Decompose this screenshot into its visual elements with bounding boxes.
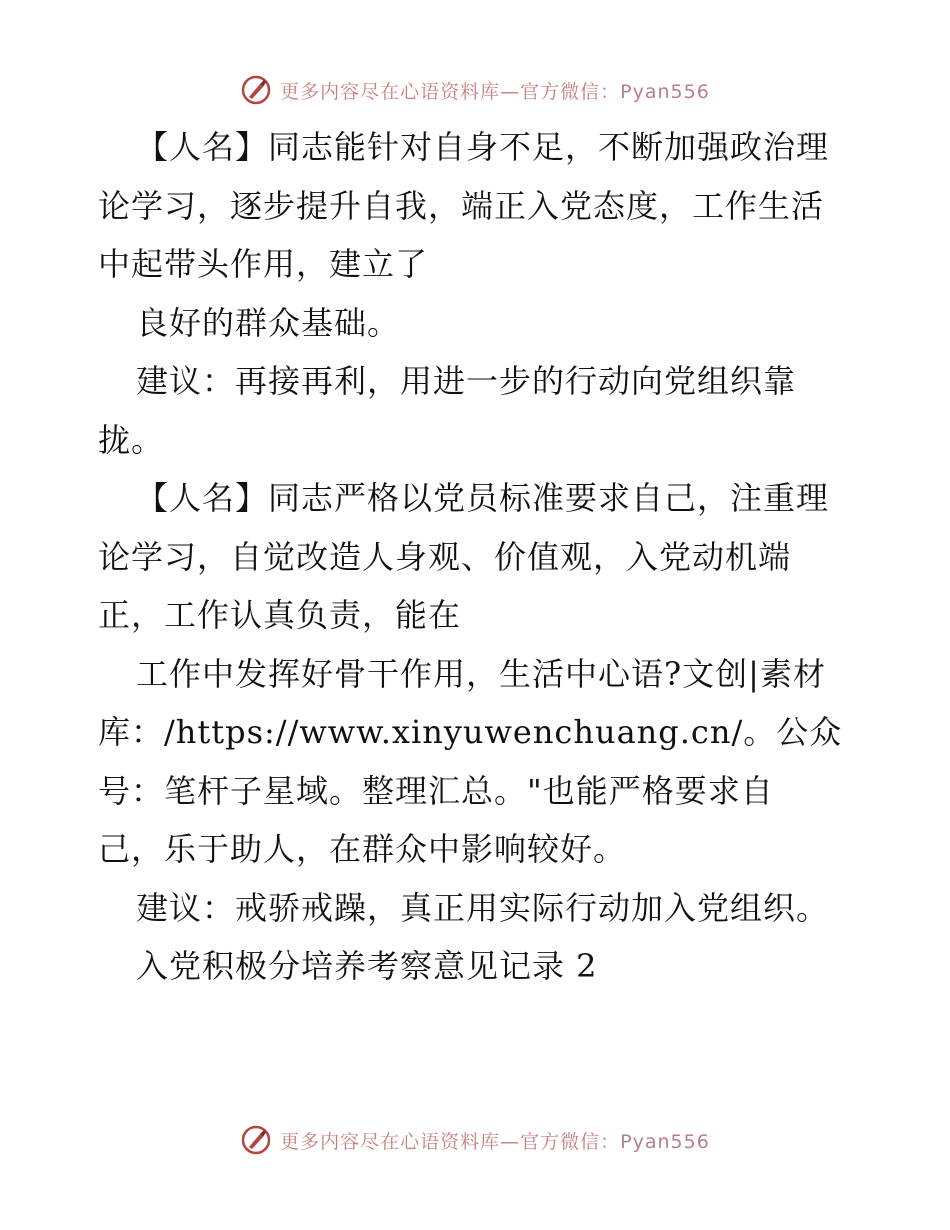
paragraph-line: 建议：再接再利，用进一步的行动向党组织靠: [136, 362, 797, 400]
paragraph-line: 工作中发挥好骨干作用，生活中心语?文创|素材: [136, 654, 826, 693]
header-banner-text: [280, 77, 710, 104]
paragraph-line: 论学习，逐步提升自我，端正入党态度，工作生活: [98, 186, 825, 225]
page-footer-banner: [0, 1122, 950, 1158]
footer-banner-text: [280, 1127, 710, 1154]
pen-logo-icon: [240, 74, 272, 106]
paragraph-line: 号：笔杆子星域。整理汇总。"也能严格要求自: [98, 771, 774, 810]
paragraph-line: 论学习，自觉改造人身观、价值观，入党动机端: [98, 537, 792, 576]
page-header-banner: [0, 72, 950, 108]
paragraph-line: 正，工作认真负责，能在: [98, 596, 462, 634]
paragraph-line: 己，乐于助人，在群众中影响较好。: [98, 830, 627, 868]
paragraph-line: 库：/https://www.xinyuwenchuang.cn/。公众: [98, 713, 843, 751]
footer-banner-label: 更多内容尽在心语资料库—官方微信：: [280, 1130, 621, 1153]
paragraph-line: 入党积极分培养考察意见记录 2: [136, 947, 598, 985]
pen-logo-icon: [240, 1124, 272, 1156]
document-body: [98, 118, 858, 996]
header-banner-label: 更多内容尽在心语资料库—官方微信：: [280, 80, 621, 103]
paragraph-line: 拢。: [98, 420, 165, 459]
footer-wechat-id: Pyan556: [620, 1130, 710, 1153]
paragraph-line: 中起带头作用，建立了: [98, 245, 429, 283]
header-wechat-id: Pyan556: [620, 80, 710, 103]
paragraph-line: 【人名】同志严格以党员标准要求自己，注重理: [136, 479, 830, 517]
paragraph-line: 【人名】同志能针对自身不足，不断加强政治理: [136, 128, 830, 166]
paragraph-line: 良好的群众基础。: [136, 303, 401, 342]
paragraph-line: 建议：戒骄戒躁，真正用实际行动加入党组织。: [136, 888, 830, 927]
